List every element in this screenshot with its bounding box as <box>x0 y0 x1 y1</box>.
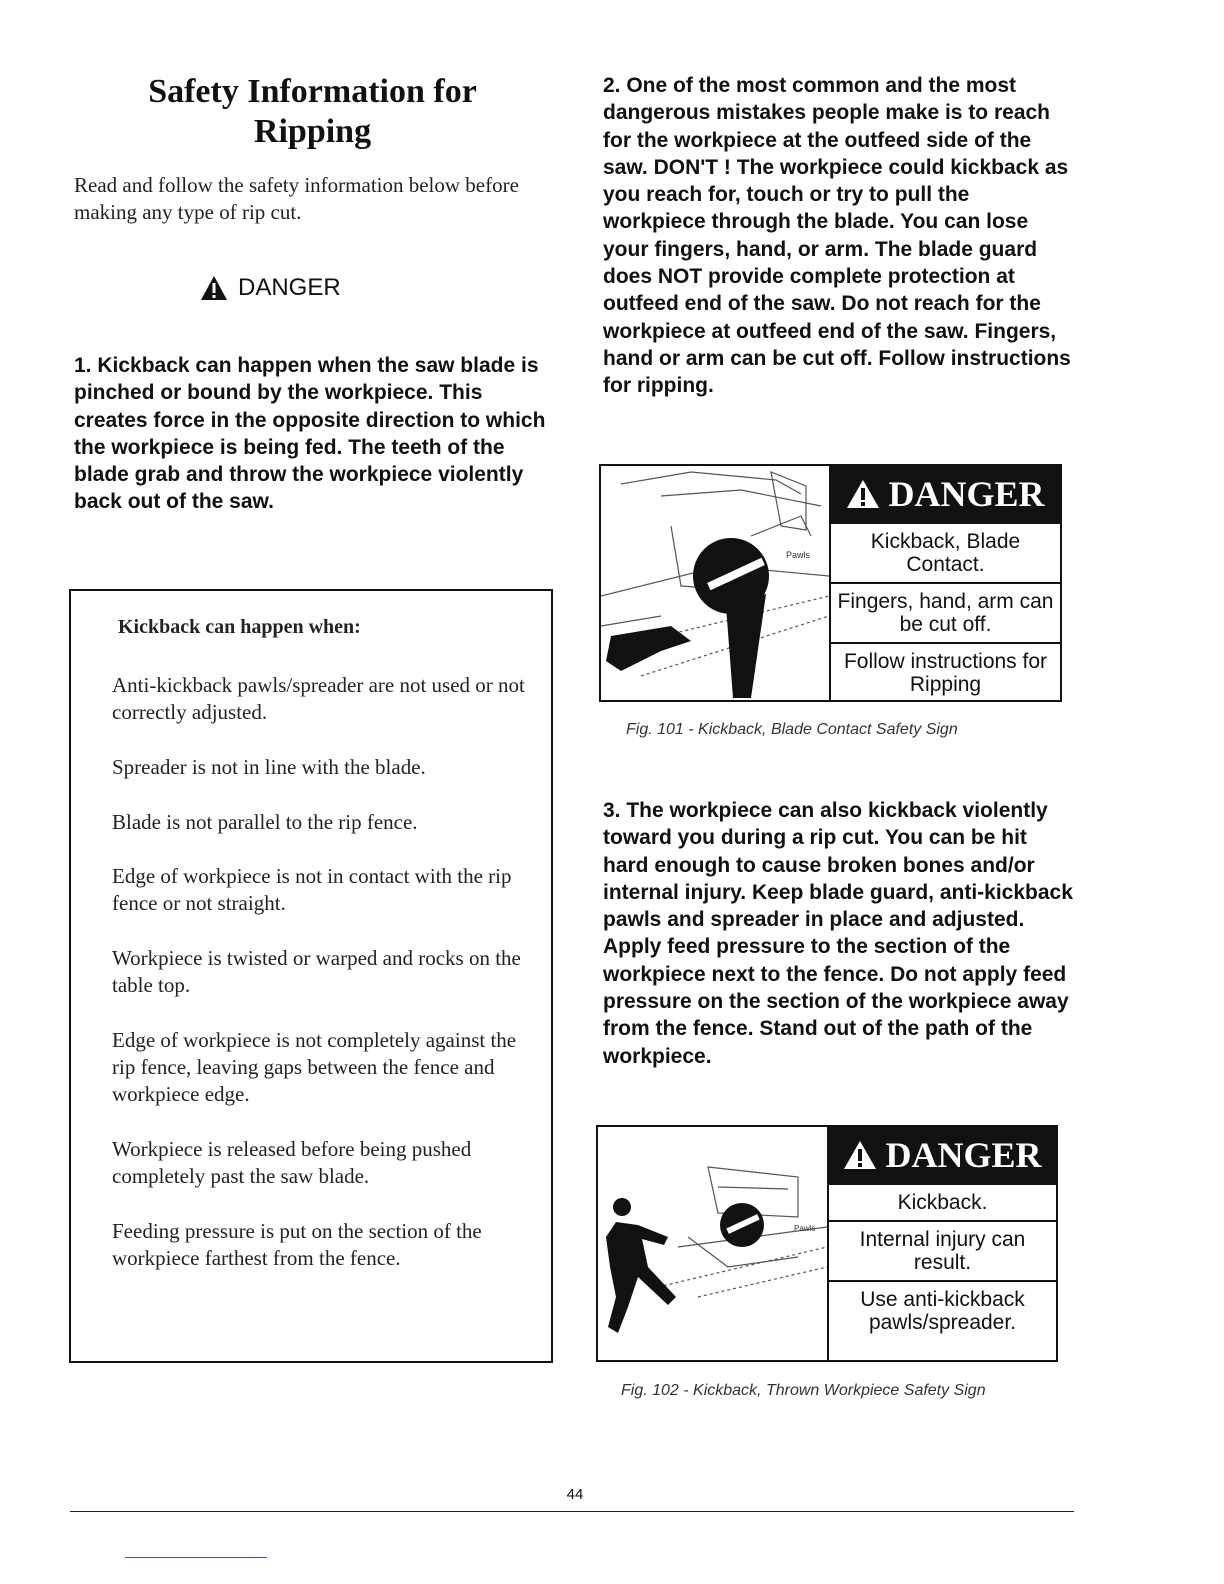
pawls-label: Pawls <box>794 1224 816 1233</box>
page-title-line-2: Ripping <box>253 113 372 150</box>
saw-hand-illustration <box>601 466 829 700</box>
kickback-condition-item: Feeding pressure is put on the section of the workpiece farthest from the fence. <box>112 1219 482 1270</box>
kickback-condition-item: Spreader is not in line with the blade. <box>112 755 426 779</box>
sign-message: Kickback, Blade Contact. <box>831 522 1060 582</box>
page-number: 44 <box>566 1486 584 1503</box>
danger-sign-thrown-workpiece <box>596 1125 1058 1362</box>
warning-triangle-icon <box>200 275 228 301</box>
person-kickback-illustration <box>598 1127 827 1360</box>
sign-message: Fingers, hand, arm can be cut off. <box>831 582 1060 642</box>
sign-header-label: DANGER <box>888 474 1045 514</box>
kickback-condition-item: Workpiece is twisted or warped and rocks on the table top. <box>112 946 521 997</box>
kickback-condition-item: Edge of workpiece is not in contact with the rip fence or not straight. <box>112 864 512 915</box>
figure-caption-101: Fig. 101 - Kickback, Blade Contact Safety Sign <box>626 721 958 738</box>
sign-message: Internal injury can result. <box>829 1220 1056 1280</box>
kickback-condition-item: Workpiece is released before being pushed completely past the saw blade. <box>112 1137 472 1188</box>
sign-text-panel <box>829 1127 1056 1360</box>
sign-message: Kickback. <box>829 1183 1056 1220</box>
sign-message: Use anti-kickback pawls/spreader. <box>829 1280 1056 1340</box>
sign-danger-header <box>831 466 1060 522</box>
sign-message: Follow instructions for Ripping <box>831 642 1060 702</box>
danger-heading <box>200 272 341 304</box>
sign-header-label: DANGER <box>885 1135 1042 1175</box>
intro-text: Read and follow the safety information below before making any type of rip cut. <box>74 173 519 224</box>
page-title <box>70 72 555 152</box>
safety-item-3: 3. The workpiece can also kickback violently toward you during a rip cut. You can be hit hard enough to cause broken bones and/or internal injury. Keep blade guard, anti-kickback pawls and spreader in place and adjusted. Apply feed pressure to the section of the workpiece next to the fence. Do not apply feed pressure on the section of the workpiece away from the fence. Stand out of the path of the workpiece. <box>603 799 1073 1068</box>
safety-item-1: 1. Kickback can happen when the saw blade is pinched or bound by the workpiece. This creates force in the opposite direction to which the workpiece is being fed. The teeth of the blade grab and throw the workpiece violently back out of the saw. <box>74 354 546 514</box>
pawls-label: Pawls <box>786 550 811 560</box>
footer-divider <box>70 1511 1074 1512</box>
kickback-condition-item: Anti-kickback pawls/spreader are not used or not correctly adjusted. <box>112 673 525 724</box>
kickback-condition-item: Edge of workpiece is not completely against the rip fence, leaving gaps between the fence and workpiece edge. <box>112 1028 517 1106</box>
warning-triangle-icon <box>846 479 880 509</box>
page-title-line-1: Safety Information for <box>148 73 477 110</box>
kickback-condition-item: Blade is not parallel to the rip fence. <box>112 810 418 834</box>
danger-sign-blade-contact <box>599 464 1062 702</box>
bottom-accent-line <box>125 1557 267 1558</box>
figure-caption-102: Fig. 102 - Kickback, Thrown Workpiece Safety Sign <box>621 1382 986 1399</box>
sign-text-panel <box>831 466 1060 700</box>
sign-danger-header <box>829 1127 1056 1183</box>
safety-item-2: 2. One of the most common and the most dangerous mistakes people make is to reach for the workpiece at the outfeed side of the saw. DON'T ! The workpiece could kickback as you reach for, touch or try to pull the workpiece through the blade. You can lose your fingers, hand, or arm. The blade guard does NOT provide complete protection at outfeed end of the saw. Do not reach for the workpiece at outfeed end of the saw. Fingers, hand or arm can be cut off. Follow instructions for ripping. <box>603 74 1071 398</box>
thrown-workpiece-illustration <box>598 1127 829 1360</box>
warning-triangle-icon <box>843 1140 877 1170</box>
danger-heading-label: DANGER <box>238 274 341 301</box>
kickback-box-title: Kickback can happen when: <box>118 616 361 638</box>
saw-illustration <box>601 466 831 700</box>
